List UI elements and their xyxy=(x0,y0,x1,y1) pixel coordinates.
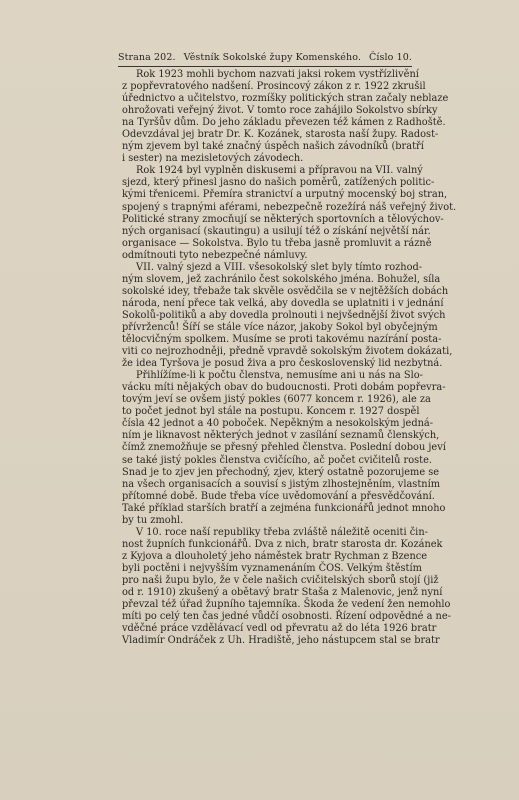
text-line: ohrožovati veřejný život. V tomto roce zahájilo Sokolstvo sbírky xyxy=(122,105,438,117)
text-line: úřednictvo a učitelstvo, rozmíšky politických stran začaly neblaze xyxy=(122,93,449,105)
text-line: tělocvičným spolkem. Musíme se proti takovému nazírání posta- xyxy=(122,334,442,346)
issue-number: Číslo 10. xyxy=(369,52,412,63)
paragraph xyxy=(122,165,457,261)
text-line: na všech organisacích a souvisí s jistým zlhostejněním, vlastním xyxy=(122,478,440,490)
text-line: Přihlížíme-li k počtu členstva, nemusíme ani u nás na Slo- xyxy=(136,370,423,382)
text-line: sokolské idey, třebaže tak skvěle osvědčila se v nejtěžších dobách xyxy=(122,285,449,297)
text-line: přívrženců! Šíří se stále více názor, jakoby Sokol byl obyčejným xyxy=(122,321,438,333)
text-line: čímž znemožňuje se přesný přehled členstva. Poslední dobou jeví xyxy=(122,442,446,454)
text-line: Snad je to zjev jen přechodný, zjev, který ostatně pozorujeme se xyxy=(122,466,440,478)
text-line: na Tyršův dům. Do jeho základu převezen též kámen z Radhoště. xyxy=(122,117,446,129)
text-line: že idea Tyršova je posud živa a pro československý lid nezbytná. xyxy=(122,358,443,370)
text-line: ným zjevem byl také značný úspěch našich závodníků (bratří xyxy=(122,141,424,153)
text-line: i sester) na mezisletových závodech. xyxy=(122,153,304,165)
text-line: pro naši župu bylo, že v čele našich cvičitelských sborů stojí (již xyxy=(122,574,439,586)
text-line: V 10. roce naší republiky třeba zvláště náležitě oceniti čin- xyxy=(136,526,428,538)
text-line: tovým jeví se ovšem jistý pokles (6077 koncem r. 1926), ale za xyxy=(122,394,431,406)
text-line: od r. 1910) zkušený a obětavý bratr Staša z Malenovic, jenž nyní xyxy=(122,587,443,599)
article-body xyxy=(122,69,457,647)
text-line: byli poctěni i nejvyšším vyznamenáním ČOS. Velkým štěstím xyxy=(122,562,422,574)
paragraph xyxy=(122,370,446,527)
header-rule xyxy=(118,66,412,67)
text-line: sjezd, který přinesl jasno do našich poměrů, zatížených politic- xyxy=(122,177,435,189)
text-line: to počet jednot byl stále na postupu. Koncem r. 1927 dospěl xyxy=(122,406,420,418)
text-line: Rok 1924 byl vyplněn diskusemi a přípravou na VII. valný xyxy=(136,165,423,177)
text-line: Odevzdával jej bratr Dr. K. Kozánek, starosta naší župy. Radost- xyxy=(122,129,439,141)
paragraph xyxy=(122,69,449,165)
text-line: Vladimír Ondráček z Uh. Hradiště, jeho nástupcem stal se bratr xyxy=(122,635,440,647)
text-line: národa, není přece tak velká, aby dovedla se uplatniti i v jednání xyxy=(122,297,444,309)
text-line: by tu zmohl. xyxy=(122,514,184,526)
text-line: z popřevratového nadšení. Prosincový zákon z r. 1922 zkrušil xyxy=(122,81,426,93)
text-line: organisace — Sokolstva. Bylo tu třeba jasně promluvit a rázně xyxy=(122,237,432,249)
text-line: ných organisací (skautingu) a usilují též o získání největší nár. xyxy=(122,225,431,237)
text-line: odmítnouti tyto nebezpečné námluvy. xyxy=(122,249,308,261)
text-line: vděčné práce vzdělávací vedl od převratu až do léta 1926 bratr xyxy=(122,623,437,635)
text-line: se také jistý pokles členstva cvičícího, ač počet cvičitelů roste. xyxy=(122,454,433,466)
text-line: Sokolů-politiků a aby dovedla prolnouti i nejvšednější život svých xyxy=(122,309,446,321)
text-line: míti po celý ten čas jedné vůdčí osobnosti. Řízení odpovědné a ne- xyxy=(122,611,451,623)
text-line: přítomné době. Bude třeba více uvědomování a přesvědčování. xyxy=(122,490,435,502)
text-line: nost župních funkcionářů. Dva z nich, bratr starosta dr. Kozánek xyxy=(122,538,443,550)
running-header xyxy=(118,52,412,63)
text-line: ným slovem, jež zachránilo čest sokolského jména. Bohužel, síla xyxy=(122,273,441,285)
paragraph xyxy=(122,526,451,647)
text-line: Politické strany zmocňují se některých sportovních a tělovýchov- xyxy=(122,213,444,225)
text-line: VII. valný sjezd a VIII. všesokolský slet byly tímto rozhod- xyxy=(136,261,423,273)
text-line: viti co nejrozhodněji, předně vpravdě sokolským životem dokázati, xyxy=(122,346,453,358)
paragraph xyxy=(122,261,453,370)
text-line: z Kyjova a dlouholetý jeho náměstek bratr Rychman z Bzence xyxy=(122,550,428,562)
text-line: Rok 1923 mohli bychom nazvati jaksi rokem vystřízlivění xyxy=(136,69,419,80)
text-line: vácku míti nějakých obav do budoucnosti. Proti dobám popřevra- xyxy=(122,382,446,394)
journal-title: Věstník Sokolské župy Komenského. xyxy=(183,52,362,63)
text-line: Také příklad starších bratří a zejména funkcionářů jednot mnoho xyxy=(122,502,446,514)
text-line: čísla 42 jednot a 40 poboček. Nepěkným a nesokolským jedná- xyxy=(122,418,434,430)
text-line: kými třenicemi. Přemíra stranictví a urputný mocenský boj stran, xyxy=(122,189,448,201)
text-line: převzal též úřad župního tajemníka. Škoda že vedení žen nemohlo xyxy=(122,599,451,611)
text-line: ním je liknavost některých jednot v zasílání seznamů členských, xyxy=(122,430,440,442)
page-number: Strana 202. xyxy=(118,52,176,63)
text-line: spojený s trapnými aférami, nebezpečně rozežírá náš veřejný život. xyxy=(122,201,457,213)
